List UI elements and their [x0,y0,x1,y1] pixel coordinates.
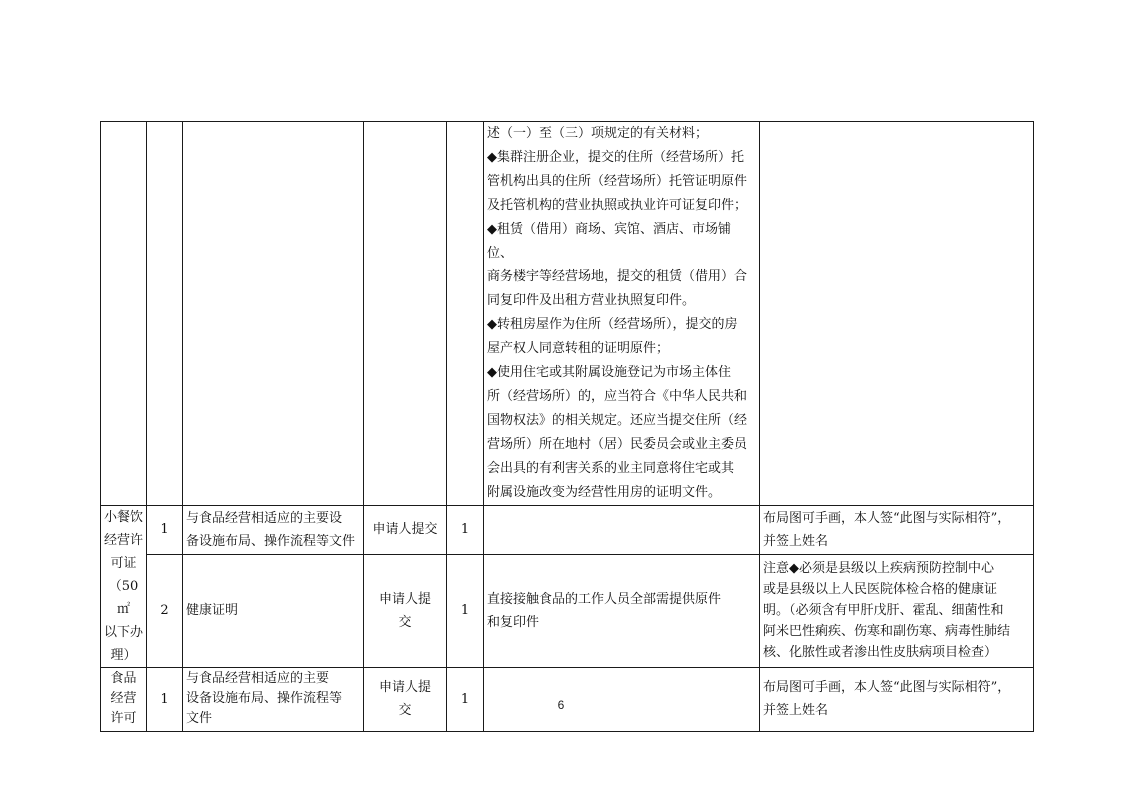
text-line: 及托管机构的营业执照或执业许可证复印件； [487,197,748,213]
requirements-table [100,121,1034,732]
text-line: 申请人提 [378,591,431,607]
text-line: 与食品经营相适应的主要设 [186,510,343,526]
copy-count: 1 [447,667,484,731]
text-line: 管机构出具的住所（经营场所）托管证明原件 [487,173,748,189]
text-line: 营场所）所在地村（居）民委员会或业主委员 [487,436,748,452]
text-line: 设备设施布局、操作流程等 [186,691,343,706]
text-line: 与食品经营相适应的主要 [186,671,330,686]
text-line: 商务楼宇等经营场地，提交的租赁（借用）合 [487,269,748,285]
material-requirements [484,505,760,555]
table-row-continuation [101,122,1034,506]
text-line: 述（一）至（三）项规定的有关材料； [487,126,709,141]
text-line: 同复印件及出租方营业执照复印件。 [487,293,696,309]
table-row [101,505,1034,555]
number-cell-empty [147,122,183,506]
source-cell-empty [364,122,447,506]
category-line: 可证 [110,555,137,571]
material-source: 申请人提交 [364,505,447,555]
copy-count: 1 [447,505,484,555]
text-line: 布局图可手画，本人签“此图与实际相符”， [763,510,1011,526]
note-cell-empty [760,122,1034,506]
category-line: 以下办 [104,624,144,640]
text-line: 附属设施改变为经营性用房的证明文件。 [487,484,722,500]
text-line: 所（经营场所）的，应当符合《中华人民共和 [487,388,748,404]
text-line: 文件 [186,711,213,726]
text-line: ◆使用住宅或其附属设施登记为市场主体住 [487,365,731,381]
text-line: 和复印件 [487,614,540,630]
item-number: 2 [147,555,183,667]
page-number: 6 [557,698,565,712]
text-line: 布局图可手画，本人签“此图与实际相符”， [763,680,1011,695]
text-line: 明。（必须含有甲肝戊肝、霍乱、细菌性和 [763,603,1004,619]
text-line: ◆租赁（借用）商场、宾馆、酒店、市场铺位、 [487,221,731,261]
material-note [760,555,1034,667]
text-line: ◆集群注册企业，提交的住所（经营场所）托 [487,149,744,165]
text-line: 申请人提 [378,680,431,695]
text-line: 或是县级以上人民医院体检合格的健康证 [763,582,998,598]
category-cell-small-catering [101,505,147,667]
text-line: 阿米巴性痢疾、伤寒和副伤寒、病毒性肺结 [763,624,1011,640]
material-requirements [484,555,760,667]
item-number: 1 [147,667,183,731]
item-number: 1 [147,505,183,555]
text-line: 交 [398,614,412,630]
text-line: 会出具的有利害关系的业主同意将住宅或其 [487,460,735,476]
category-line: （50㎡ [108,578,139,617]
category-line: 许可 [110,711,137,726]
requirements-cell-continuation [484,122,760,506]
text-line: 国物权法》的相关规定。还应当提交住所（经 [487,412,748,428]
text-line: 核、化脓性或者渗出性皮肤病项目检查） [763,645,998,661]
category-line: 小餐饮 [104,509,144,525]
material-name [183,505,364,555]
text-line: ◆转租房屋作为住所（经营场所），提交的房 [487,317,738,333]
material-note [760,505,1034,555]
text-line: 并签上姓名 [763,533,829,549]
text-line: 交 [398,703,412,718]
text-line: 直接接触食品的工作人员全部需提供原件 [487,591,722,607]
material-name: 健康证明 [183,555,364,667]
category-line: 理） [110,647,137,663]
category-line: 经营 [110,691,137,706]
text-line: 备设施布局、操作流程等文件 [186,533,356,549]
name-cell-empty [183,122,364,506]
category-line: 经营许 [104,532,144,548]
table-row [101,555,1034,667]
text-line: 注意◆必须是县级以上疾病预防控制中心 [763,561,994,577]
category-line: 食品 [110,671,137,686]
count-cell-empty [447,122,484,506]
material-source [364,555,447,667]
copy-count: 1 [447,555,484,667]
text-line: 屋产权人同意转租的证明原件； [487,341,670,357]
text-line: 并签上姓名 [763,703,829,718]
category-cell-empty [101,122,147,506]
